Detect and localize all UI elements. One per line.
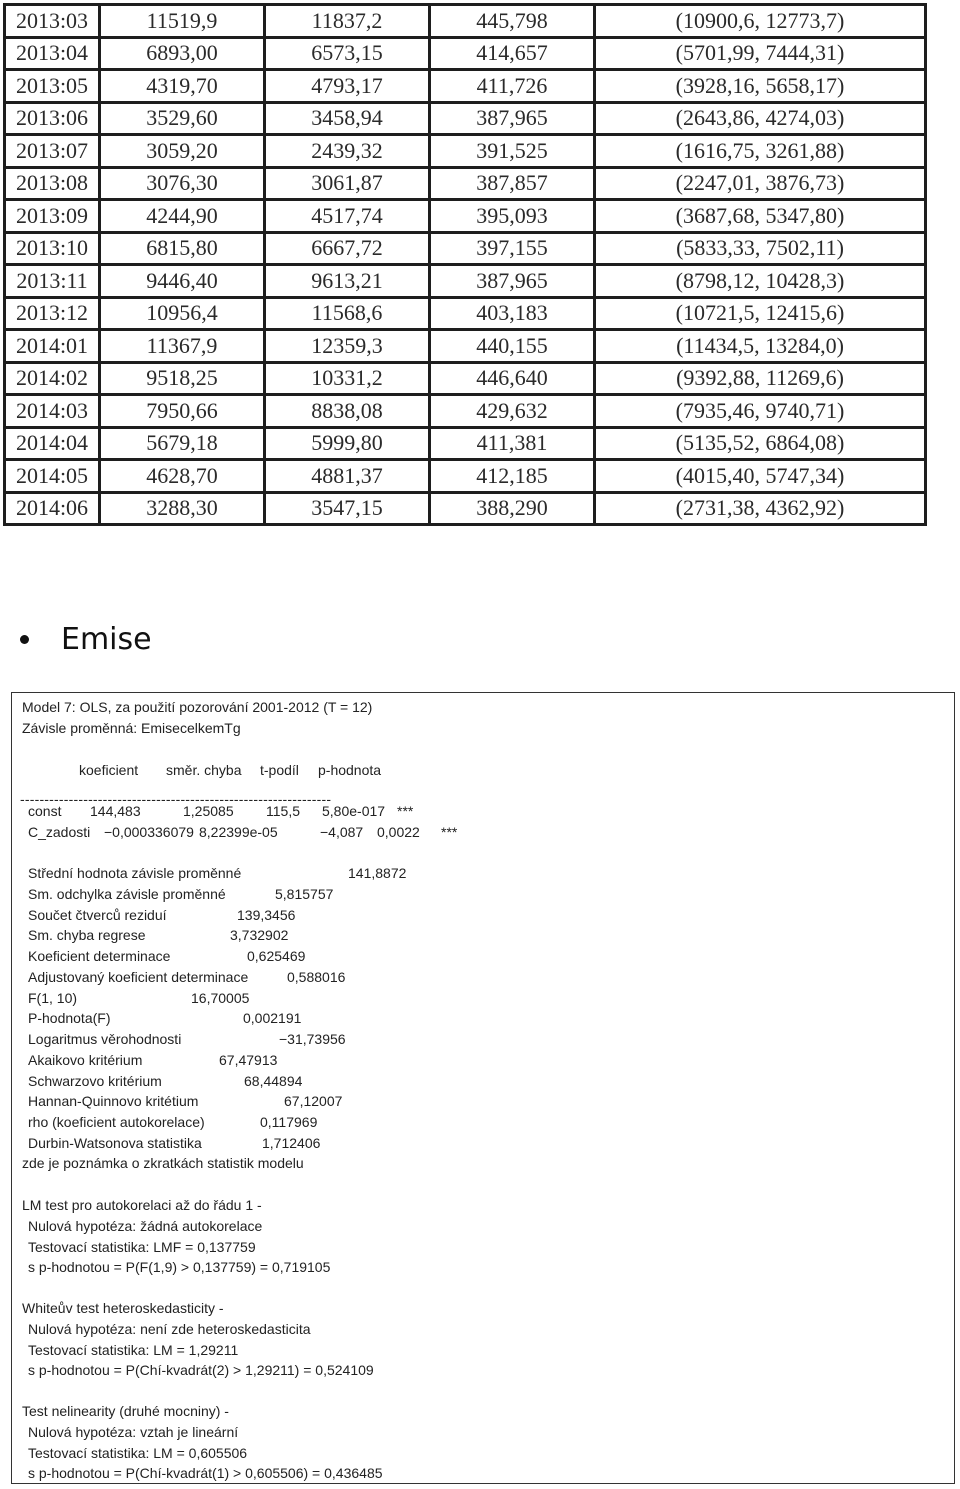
table-row — [5, 135, 926, 168]
std-error-cell: 411,726 — [430, 70, 595, 103]
period-cell: 2014:01 — [5, 330, 100, 363]
actual-cell: 5679,18 — [100, 427, 265, 460]
forecast-table-body — [5, 5, 926, 525]
coef-significance: *** — [441, 824, 458, 840]
coef-value: 144,483 — [90, 803, 141, 819]
stat-row — [28, 967, 628, 987]
period-cell: 2013:08 — [5, 167, 100, 200]
std-error-cell: 440,155 — [430, 330, 595, 363]
table-row — [5, 330, 926, 363]
model-output-box — [11, 692, 955, 1484]
stat-row — [28, 863, 628, 883]
interval-cell: (2643,86, 4274,03) — [595, 102, 926, 135]
std-error-cell: 403,183 — [430, 297, 595, 330]
bullet-icon — [20, 635, 29, 644]
interval-cell: (1616,75, 3261,88) — [595, 135, 926, 168]
model-title: Model 7: OLS, za použití pozorování 2001-2012 (T = 12) — [22, 699, 373, 715]
stat-value: −31,73956 — [279, 1031, 346, 1047]
stat-row — [28, 905, 628, 925]
table-row — [5, 70, 926, 103]
table-row — [5, 102, 926, 135]
stat-value: 139,3456 — [237, 906, 296, 923]
std-error-cell: 391,525 — [430, 135, 595, 168]
test-title: Whiteův test heteroskedasticity - — [22, 1300, 224, 1316]
stat-label: Koeficient determinace — [28, 948, 171, 964]
interval-cell: (8798,12, 10428,3) — [595, 265, 926, 298]
coef-t-ratio: 115,5 — [266, 803, 300, 819]
table-row — [5, 362, 926, 395]
std-error-cell: 387,857 — [430, 167, 595, 200]
table-row — [5, 492, 926, 525]
forecast-cell: 11837,2 — [265, 5, 430, 38]
forecast-table — [3, 3, 927, 526]
forecast-cell: 3547,15 — [265, 492, 430, 525]
actual-cell: 4319,70 — [100, 70, 265, 103]
test-title: LM test pro autokorelaci až do řádu 1 - — [22, 1197, 262, 1213]
test-p-value: s p-hodnotou = P(Chí-kvadrát(1) > 0,605506) = 0,436485 — [28, 1465, 383, 1482]
section-heading-row — [20, 622, 152, 657]
forecast-cell: 3061,87 — [265, 167, 430, 200]
period-cell: 2014:02 — [5, 362, 100, 395]
period-cell: 2014:04 — [5, 427, 100, 460]
table-row — [5, 395, 926, 428]
stat-row — [28, 946, 628, 966]
table-row — [5, 167, 926, 200]
forecast-cell: 11568,6 — [265, 297, 430, 330]
header-p-hodnota: p-hodnota — [318, 762, 382, 778]
period-cell: 2013:11 — [5, 265, 100, 298]
forecast-cell: 4517,74 — [265, 200, 430, 233]
stat-value: 141,8872 — [348, 865, 407, 881]
interval-cell: (5833,33, 7502,11) — [595, 232, 926, 265]
actual-cell: 4628,70 — [100, 460, 265, 493]
model-note: zde je poznámka o zkratkách statistik modelu — [22, 1155, 304, 1171]
actual-cell: 11367,9 — [100, 330, 265, 363]
interval-cell: (11434,5, 13284,0) — [595, 330, 926, 363]
stat-value: 5,815757 — [275, 885, 334, 902]
section-heading: Emise — [61, 622, 152, 657]
stat-label: rho (koeficient autokorelace) — [28, 1114, 205, 1130]
coef-header-row — [28, 760, 928, 780]
interval-cell: (7935,46, 9740,71) — [595, 395, 926, 428]
coef-name: C_zadosti — [28, 824, 91, 840]
interval-cell: (9392,88, 11269,6) — [595, 362, 926, 395]
test-statistic: Testovací statistika: LM = 1,29211 — [28, 1341, 239, 1358]
period-cell: 2013:09 — [5, 200, 100, 233]
stat-label: Durbin-Watsonova statistika — [28, 1134, 202, 1151]
coef-name: const — [28, 803, 62, 819]
actual-cell: 7950,66 — [100, 395, 265, 428]
period-cell: 2013:07 — [5, 135, 100, 168]
header-t-podil: t-podíl — [260, 762, 299, 778]
stat-value: 1,712406 — [262, 1134, 321, 1151]
forecast-cell: 6667,72 — [265, 232, 430, 265]
stat-label: F(1, 10) — [28, 989, 78, 1006]
actual-cell: 11519,9 — [100, 5, 265, 38]
std-error-cell: 388,290 — [430, 492, 595, 525]
test-p-value: s p-hodnotou = P(F(1,9) > 0,137759) = 0,719105 — [28, 1259, 331, 1276]
stat-label: Sm. odchylka závisle proměnné — [28, 885, 226, 902]
dependent-variable: Závisle proměnná: EmisecelkemTg — [22, 720, 241, 736]
test-title: Test nelinearity (druhé mocniny) - — [22, 1403, 229, 1419]
actual-cell: 6893,00 — [100, 37, 265, 70]
interval-cell: (5701,99, 7444,31) — [595, 37, 926, 70]
table-row — [5, 37, 926, 70]
std-error-cell: 414,657 — [430, 37, 595, 70]
test-statistic: Testovací statistika: LM = 0,605506 — [28, 1444, 248, 1461]
stat-row — [28, 1029, 628, 1049]
actual-cell: 9518,25 — [100, 362, 265, 395]
forecast-cell: 4881,37 — [265, 460, 430, 493]
actual-cell: 3288,30 — [100, 492, 265, 525]
stat-row — [28, 1008, 628, 1028]
stat-value: 0,588016 — [287, 968, 346, 985]
period-cell: 2014:03 — [5, 395, 100, 428]
forecast-cell: 2439,32 — [265, 135, 430, 168]
forecast-cell: 10331,2 — [265, 362, 430, 395]
coef-row — [28, 822, 928, 842]
forecast-cell: 3458,94 — [265, 102, 430, 135]
coef-p-value: 0,0022 — [377, 824, 420, 840]
period-cell: 2013:10 — [5, 232, 100, 265]
std-error-cell: 429,632 — [430, 395, 595, 428]
std-error-cell: 412,185 — [430, 460, 595, 493]
actual-cell: 10956,4 — [100, 297, 265, 330]
separator-line: ---------------------------------------------------------------- — [20, 791, 332, 807]
forecast-cell: 8838,08 — [265, 395, 430, 428]
std-error-cell: 397,155 — [430, 232, 595, 265]
stat-value: 68,44894 — [244, 1072, 303, 1089]
table-row — [5, 232, 926, 265]
stat-row — [28, 925, 628, 945]
actual-cell: 9446,40 — [100, 265, 265, 298]
header-koeficient: koeficient — [79, 762, 139, 778]
stat-value: 67,47913 — [219, 1051, 278, 1068]
interval-cell: (10721,5, 12415,6) — [595, 297, 926, 330]
test-null-hypothesis: Nulová hypotéza: není zde heteroskedasticita — [28, 1320, 311, 1337]
stat-label: Adjustovaný koeficient determinace — [28, 968, 249, 985]
actual-cell: 3076,30 — [100, 167, 265, 200]
stat-row — [28, 884, 628, 904]
stat-label: Akaikovo kritérium — [28, 1051, 143, 1068]
period-cell: 2013:05 — [5, 70, 100, 103]
table-row — [5, 5, 926, 38]
actual-cell: 6815,80 — [100, 232, 265, 265]
stat-label: Sm. chyba regrese — [28, 927, 146, 944]
actual-cell: 3059,20 — [100, 135, 265, 168]
stat-value: 0,002191 — [243, 1010, 302, 1027]
stat-label: Hannan-Quinnovo kritétium — [28, 1093, 199, 1110]
header-smer-chyba: směr. chyba — [166, 762, 242, 778]
std-error-cell: 411,381 — [430, 427, 595, 460]
period-cell: 2013:04 — [5, 37, 100, 70]
stat-row — [28, 1071, 628, 1091]
period-cell: 2013:12 — [5, 297, 100, 330]
coef-std-error: 8,22399e-05 — [199, 824, 278, 840]
std-error-cell: 387,965 — [430, 265, 595, 298]
table-row — [5, 297, 926, 330]
stat-label: Logaritmus věrohodnosti — [28, 1031, 182, 1047]
test-null-hypothesis: Nulová hypotéza: vztah je lineární — [28, 1423, 239, 1440]
actual-cell: 4244,90 — [100, 200, 265, 233]
stat-row — [28, 1050, 628, 1070]
forecast-cell: 5999,80 — [265, 427, 430, 460]
coef-significance: *** — [397, 803, 414, 819]
period-cell: 2014:06 — [5, 492, 100, 525]
stat-row — [28, 1091, 628, 1111]
test-statistic: Testovací statistika: LMF = 0,137759 — [28, 1238, 256, 1255]
std-error-cell: 445,798 — [430, 5, 595, 38]
stat-row — [28, 988, 628, 1008]
interval-cell: (10900,6, 12773,7) — [595, 5, 926, 38]
stat-label: Součet čtverců reziduí — [28, 906, 167, 923]
actual-cell: 3529,60 — [100, 102, 265, 135]
coef-row — [28, 801, 928, 821]
stat-row — [28, 1133, 628, 1153]
stat-label: P-hodnota(F) — [28, 1010, 111, 1027]
forecast-cell: 4793,17 — [265, 70, 430, 103]
test-null-hypothesis: Nulová hypotéza: žádná autokorelace — [28, 1217, 263, 1234]
interval-cell: (4015,40, 5747,34) — [595, 460, 926, 493]
stat-value: 67,12007 — [284, 1093, 343, 1110]
forecast-cell: 6573,15 — [265, 37, 430, 70]
interval-cell: (3928,16, 5658,17) — [595, 70, 926, 103]
interval-cell: (2247,01, 3876,73) — [595, 167, 926, 200]
period-cell: 2014:05 — [5, 460, 100, 493]
std-error-cell: 395,093 — [430, 200, 595, 233]
period-cell: 2013:06 — [5, 102, 100, 135]
test-p-value: s p-hodnotou = P(Chí-kvadrát(2) > 1,29211) = 0,524109 — [28, 1362, 374, 1379]
forecast-cell: 9613,21 — [265, 265, 430, 298]
coef-std-error: 1,25085 — [183, 803, 234, 819]
coef-value: −0,000336079 — [104, 824, 194, 840]
stat-value: 0,625469 — [247, 948, 306, 964]
stat-value: 3,732902 — [230, 927, 289, 944]
std-error-cell: 387,965 — [430, 102, 595, 135]
stat-value: 0,117969 — [260, 1114, 318, 1130]
period-cell: 2013:03 — [5, 5, 100, 38]
forecast-cell: 12359,3 — [265, 330, 430, 363]
table-row — [5, 427, 926, 460]
stat-label: Střední hodnota závisle proměnné — [28, 865, 242, 881]
stat-label: Schwarzovo kritérium — [28, 1072, 162, 1089]
interval-cell: (3687,68, 5347,80) — [595, 200, 926, 233]
interval-cell: (2731,38, 4362,92) — [595, 492, 926, 525]
std-error-cell: 446,640 — [430, 362, 595, 395]
table-row — [5, 200, 926, 233]
table-row — [5, 265, 926, 298]
interval-cell: (5135,52, 6864,08) — [595, 427, 926, 460]
stat-value: 16,70005 — [191, 989, 250, 1006]
table-row — [5, 460, 926, 493]
stat-row — [28, 1112, 628, 1132]
coef-t-ratio: −4,087 — [320, 824, 364, 840]
coef-p-value: 5,80e-017 — [322, 803, 386, 819]
